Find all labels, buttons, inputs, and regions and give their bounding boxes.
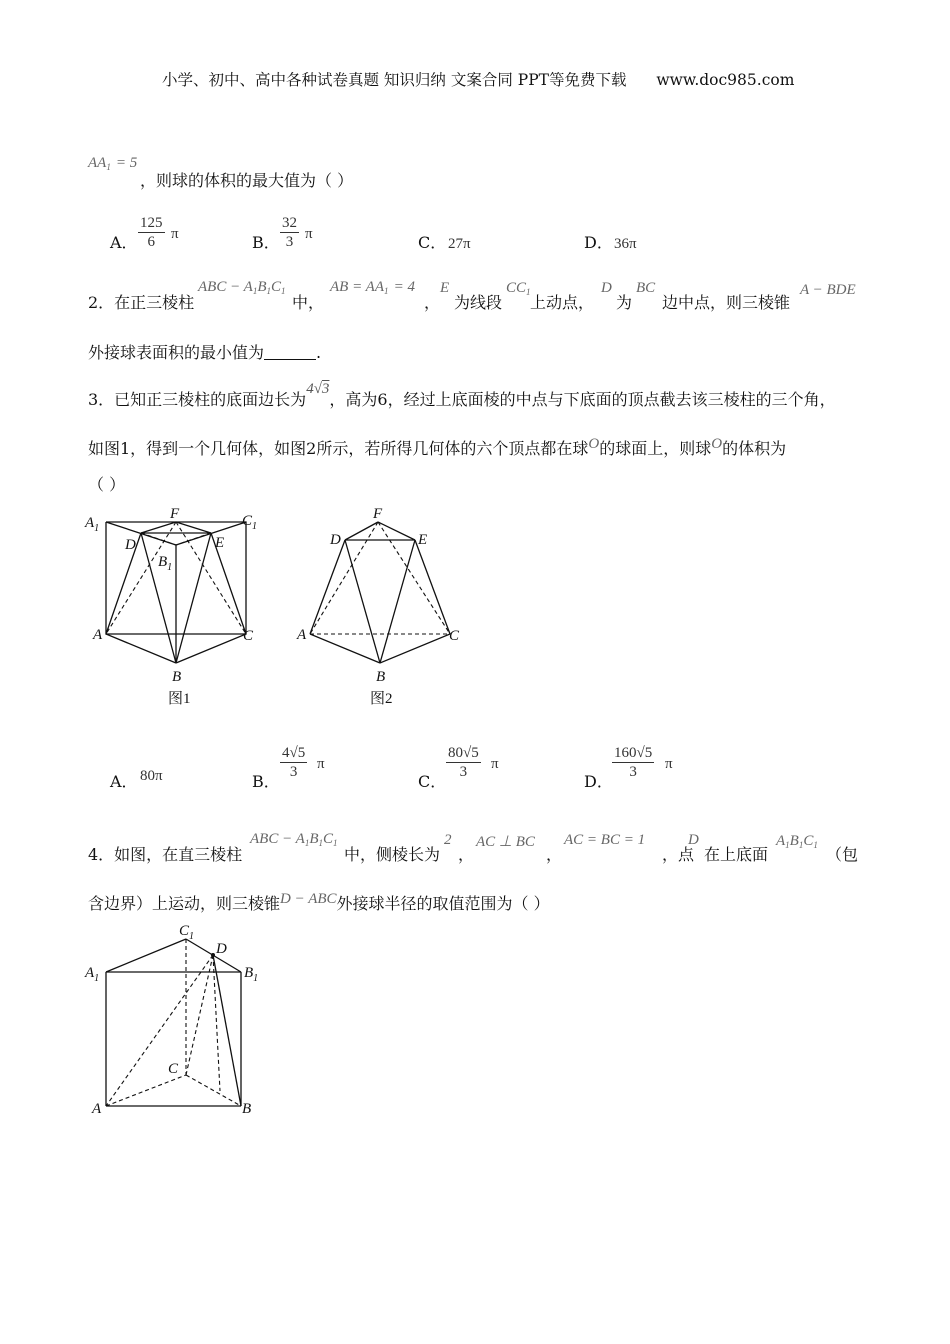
- fig4-label-b: B: [242, 1101, 252, 1117]
- q4-number: 4．如图，在直三棱柱: [88, 845, 243, 864]
- q3-line3: （ ）: [88, 475, 126, 494]
- q2-math-abde: A − BDE: [800, 282, 856, 298]
- fig1-label-b1: $B_1$: [158, 554, 173, 573]
- q3-option-d-pi: π: [665, 756, 673, 772]
- fig1-label-c: C: [243, 628, 254, 644]
- q1-option-a-label[interactable]: A．: [110, 233, 138, 252]
- q2-text-4: 上动点，: [530, 293, 595, 312]
- q1-option-c-label[interactable]: C．: [418, 233, 447, 252]
- header-banner: [162, 68, 794, 90]
- q4-text-2: ，: [458, 845, 475, 864]
- q3-line2: 如图1，得到一个几何体，如图2所示，若所得几何体的六个顶点都在球O的球面上，则球O的体积为: [88, 436, 787, 458]
- fig2-label-e: E: [418, 532, 428, 548]
- fig2-label-a: A: [297, 627, 307, 643]
- q2-answer-blank[interactable]: [264, 359, 316, 360]
- q2-number: 2．在正三棱柱: [88, 293, 195, 312]
- q3-option-c-pi: π: [491, 756, 499, 772]
- q3-option-c-fraction: $\frac{80√5}{3}$: [448, 745, 479, 780]
- q4-text-6: （包: [826, 845, 859, 864]
- q1-option-a-fraction: $\frac{125}{6}$: [140, 215, 163, 250]
- math-aa: AA: [88, 155, 107, 171]
- q4-math-2: 2: [444, 832, 452, 848]
- q4-text-1: 中，侧棱长为: [344, 845, 441, 864]
- fig1-label-f: F: [170, 506, 180, 522]
- fig4-label-b1: $B_1$: [244, 965, 259, 984]
- q4-line2: 含边界）上运动，则三棱锥D − ABC外接球半径的取值范围为（ ）: [88, 891, 550, 913]
- q3-option-a-value: 80π: [140, 768, 163, 784]
- fig1-caption: 图1: [168, 691, 191, 707]
- fig2-caption: 图2: [370, 691, 393, 707]
- fig1-label-a1: $A_1$: [85, 515, 100, 534]
- fig1-label-c1: $C_1$: [242, 513, 258, 532]
- q3-line1: 3．已知正三棱柱的底面边长为4√3，高为6，经过上底面棱的中点与下底面的顶点截去该三棱柱的三个角，: [88, 381, 836, 409]
- q1-option-b-fraction: $\frac{32}{3}$: [282, 215, 297, 250]
- q3-option-d-fraction: $\frac{160√5}{3}$: [614, 745, 653, 780]
- q1-option-b-pi: π: [305, 226, 313, 242]
- q1-option-b-label[interactable]: B．: [252, 233, 280, 252]
- fig4-label-a: A: [92, 1101, 102, 1117]
- q2-math-prism: ABC − $A_1B_1C_1$: [198, 279, 286, 296]
- q2-text-3: 为线段: [454, 293, 503, 312]
- header-url[interactable]: www.doc985.com: [656, 71, 795, 89]
- q2-math-bc: BC: [636, 280, 656, 296]
- q3-option-c-label[interactable]: C．: [418, 772, 447, 791]
- q2-text-2: ，: [424, 293, 441, 312]
- q2-text-1: 中，: [292, 293, 325, 312]
- q4-math-perp: AC ⊥ BC: [476, 834, 535, 850]
- q3-option-a-label[interactable]: A．: [110, 772, 138, 791]
- q3-option-d-label[interactable]: D．: [584, 772, 613, 791]
- fig2-label-f: F: [373, 506, 383, 522]
- q4-figure: [80, 915, 280, 1125]
- q3-option-b-label[interactable]: B．: [252, 772, 280, 791]
- fig1-label-a: A: [93, 627, 103, 643]
- q4-math-eq: AC = BC = 1: [564, 832, 646, 848]
- fig2-label-d: D: [330, 532, 341, 548]
- q4-math-d: D: [688, 832, 699, 848]
- q2-line2: 外接球表面积的最小值为 .: [88, 343, 322, 362]
- fig4-label-c: C: [168, 1061, 179, 1077]
- q2-math-ab: AB = $AA_1 = 4$: [330, 279, 415, 296]
- q3-option-b-pi: π: [317, 756, 325, 772]
- q2-text-6: 边中点，则三棱锥: [662, 293, 791, 312]
- q4-text-5: 在上底面: [704, 845, 769, 864]
- q1-option-c-value: 27π: [448, 236, 471, 252]
- q3-figures: [80, 500, 480, 715]
- q2-text-5: 为: [616, 293, 633, 312]
- fig1-label-e: E: [215, 535, 225, 551]
- q1-text: ，则球的体积的最大值为（ ）: [140, 171, 354, 190]
- fig4-label-d: D: [216, 941, 227, 957]
- header-text: 小学、初中、高中各种试卷真题 知识归纳 文案合同 PPT等免费下载: [162, 71, 627, 89]
- fig4-label-a1: $A_1$: [85, 965, 100, 984]
- q4-text-3: ，: [546, 845, 563, 864]
- q4-math-prism: ABC − $A_1B_1C_1$: [250, 831, 338, 848]
- q2-math-cc: $CC_1$: [506, 280, 531, 297]
- fig1-label-b: B: [172, 669, 182, 685]
- q3-option-b-fraction: $\frac{4√5}{3}$: [282, 745, 306, 780]
- q1-condition: $AA_1 = 5$: [88, 155, 138, 172]
- q1-option-d-value: 36π: [614, 236, 637, 252]
- fig4-label-c1: $C_1$: [179, 923, 195, 942]
- fig2-label-b: B: [376, 669, 386, 685]
- q2-math-d: D: [601, 280, 612, 296]
- math-eq: = 5: [115, 155, 138, 171]
- q1-option-d-label[interactable]: D．: [584, 233, 613, 252]
- q1-option-a-pi: π: [171, 226, 179, 242]
- q2-math-e: E: [440, 280, 450, 296]
- fig1-label-d: D: [125, 537, 136, 553]
- q4-text-4: ，点: [662, 845, 695, 864]
- fig2-label-c: C: [449, 628, 460, 644]
- q4-math-plane: $A_1B_1C_1$: [776, 833, 818, 850]
